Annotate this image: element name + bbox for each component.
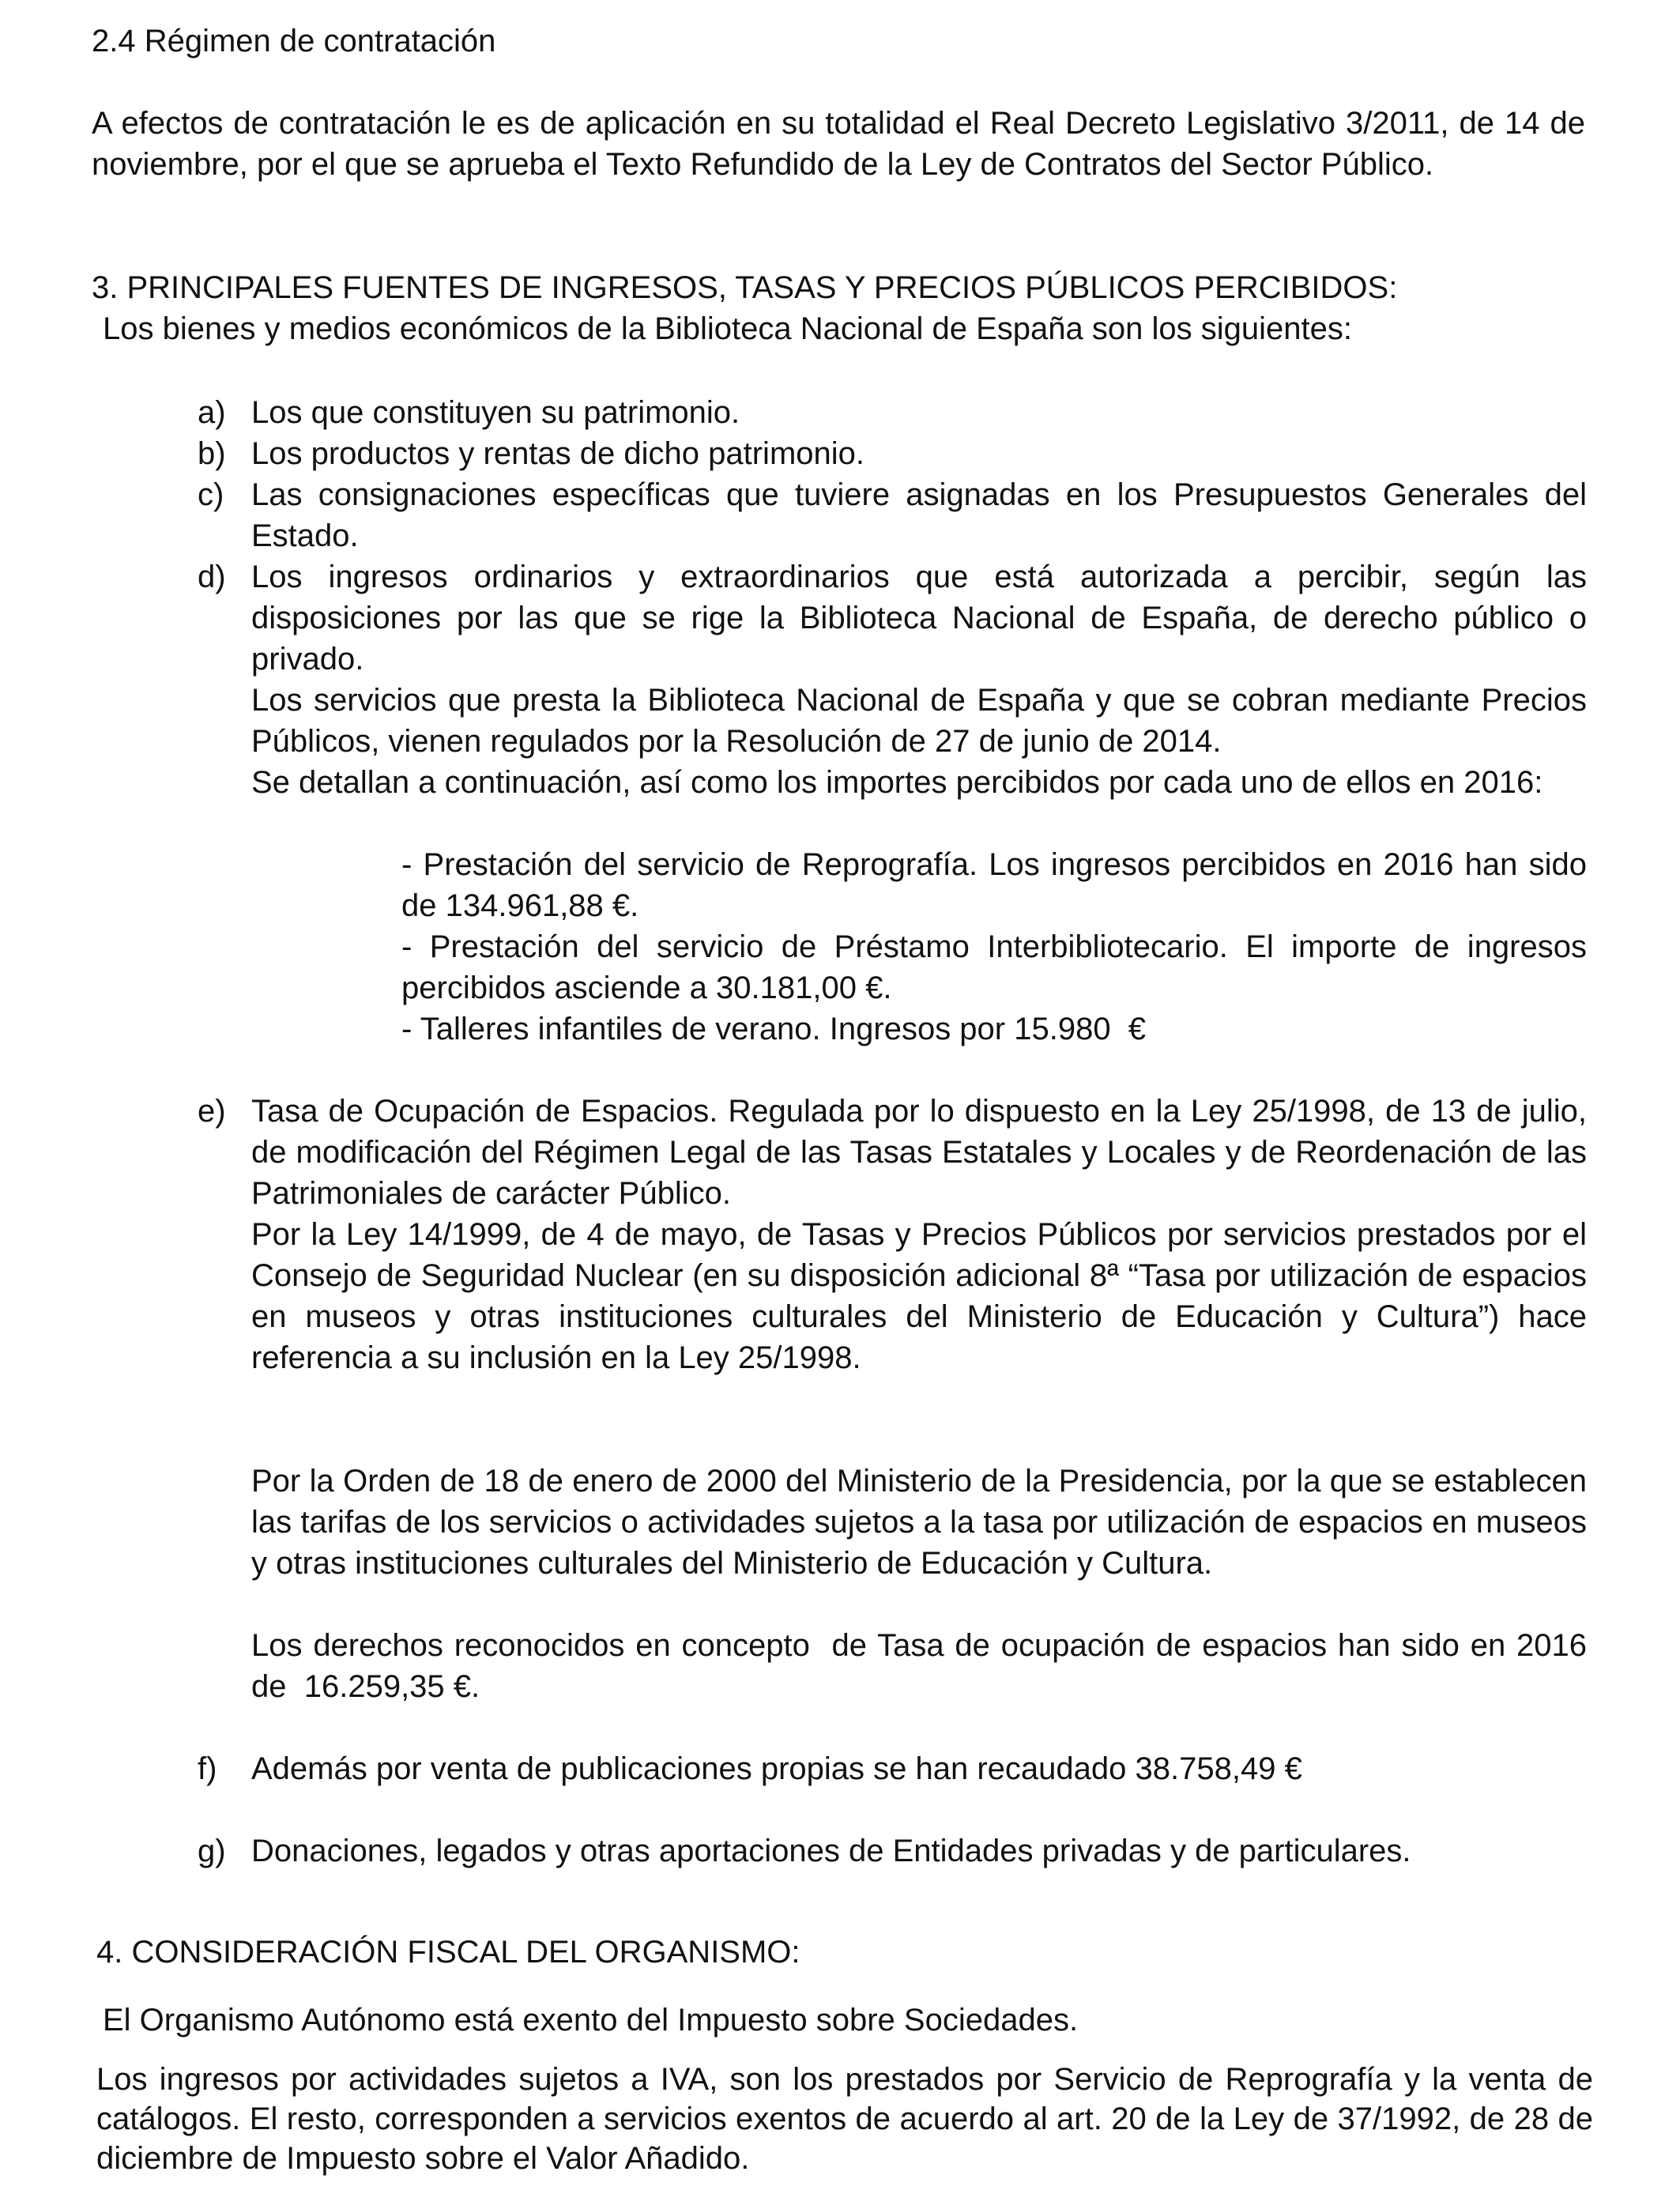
list-text: Los ingresos ordinarios y extraordinarios que está autorizada a percibir, según las disposiciones por las que se rige la Biblioteca Nacional de España, de derecho público o privado. xyxy=(251,560,1587,677)
list-text: Los que constituyen su patrimonio. xyxy=(251,395,740,430)
list-text: Donaciones, legados y otras aportaciones de Entidades privadas y de particulares. xyxy=(251,1834,1411,1868)
list-text: Los productos y rentas de dicho patrimonio. xyxy=(251,436,864,471)
section-2-4-paragraph: A efectos de contratación le es de aplicación en su totalidad el Real Decreto Legislativo 3/2011, de 14 de noviembre, por el que se aprueba el Texto Refundido de la Ley de Contratos del Sector Público. xyxy=(92,106,1585,182)
section-4-paragraph-1: El Organismo Autónomo está exento del Impuesto sobre Sociedades. xyxy=(103,2003,1079,2038)
list-label: b) xyxy=(198,436,226,471)
section-2-4-heading: 2.4 Régimen de contratación xyxy=(92,24,496,58)
item-e-paragraph-4: Los derechos reconocidos en concepto de Tasa de ocupación de espacios han sido en 2016 de 16.259,35 €. xyxy=(251,1628,1596,1704)
list-text: Además por venta de publicaciones propias se han recaudado 38.758,49 € xyxy=(251,1751,1302,1786)
list-label: d) xyxy=(198,560,226,594)
list-text: Las consignaciones específicas que tuviere asignadas en los Presupuestos Generales del Estado. xyxy=(251,477,1587,553)
item-d-paragraph-3: Se detallan a continuación, así como los importes percibidos por cada uno de ellos en 2016: xyxy=(251,765,1543,800)
income-line-reprografia: - Prestación del servicio de Reprografía. Los ingresos percibidos en 2016 han sido de 134.961,88 €. xyxy=(401,847,1587,923)
list-label: f) xyxy=(198,1751,217,1786)
list-label: g) xyxy=(198,1834,226,1868)
income-line-prestamo: - Prestación del servicio de Préstamo Interbibliotecario. El importe de ingresos percibidos asciende a 30.181,00 €. xyxy=(401,929,1587,1005)
list-text: Tasa de Ocupación de Espacios. Regulada por lo dispuesto en la Ley 25/1998, de 13 de julio, de modificación del Régimen Legal de las Tasas Estatales y Locales y de Reordenación de las Patrimoniales de carácter Público. xyxy=(251,1094,1587,1211)
item-e-paragraph-3: Por la Orden de 18 de enero de 2000 del Ministerio de la Presidencia, por la que se establecen las tarifas de los servicios o actividades sujetos a la tasa por utilización de espacios en museos y otras instituciones culturales del Ministerio de Educación y Cultura. xyxy=(251,1464,1587,1581)
item-e-paragraph-2: Por la Ley 14/1999, de 4 de mayo, de Tasas y Precios Públicos por servicios prestados por el Consejo de Seguridad Nuclear (en su disposición adicional 8ª “Tasa por utilización de espacios en museos y otras instituciones culturales del Ministerio de Educación y Cultura”) hace referencia a su inclusión en la Ley 25/1998. xyxy=(251,1217,1587,1375)
income-line-talleres: - Talleres infantiles de verano. Ingresos por 15.980 € xyxy=(401,1012,1147,1046)
list-label: a) xyxy=(198,395,226,430)
item-d-paragraph-2: Los servicios que presta la Biblioteca Nacional de España y que se cobran mediante Precios Públicos, vienen regulados por la Resolución de 27 de junio de 2014. xyxy=(251,683,1587,759)
list-label: c) xyxy=(198,477,224,512)
section-3-intro: Los bienes y medios económicos de la Biblioteca Nacional de España son los siguientes: xyxy=(103,311,1352,346)
section-3-heading: 3. PRINCIPALES FUENTES DE INGRESOS, TASAS Y PRECIOS PÚBLICOS PERCIBIDOS: xyxy=(92,270,1398,305)
section-4-paragraph-2: Los ingresos por actividades sujetos a IVA, son los prestados por Servicio de Reprografía y la venta de catálogos. El resto, corresponden a servicios exentos de acuerdo al art. 20 de la Ley de 37/1992, de 28 de diciembre de Impuesto sobre el Valor Añadido. xyxy=(96,2062,1593,2176)
section-4-heading: 4. CONSIDERACIÓN FISCAL DEL ORGANISMO: xyxy=(96,1935,800,1970)
list-label: e) xyxy=(198,1094,226,1129)
